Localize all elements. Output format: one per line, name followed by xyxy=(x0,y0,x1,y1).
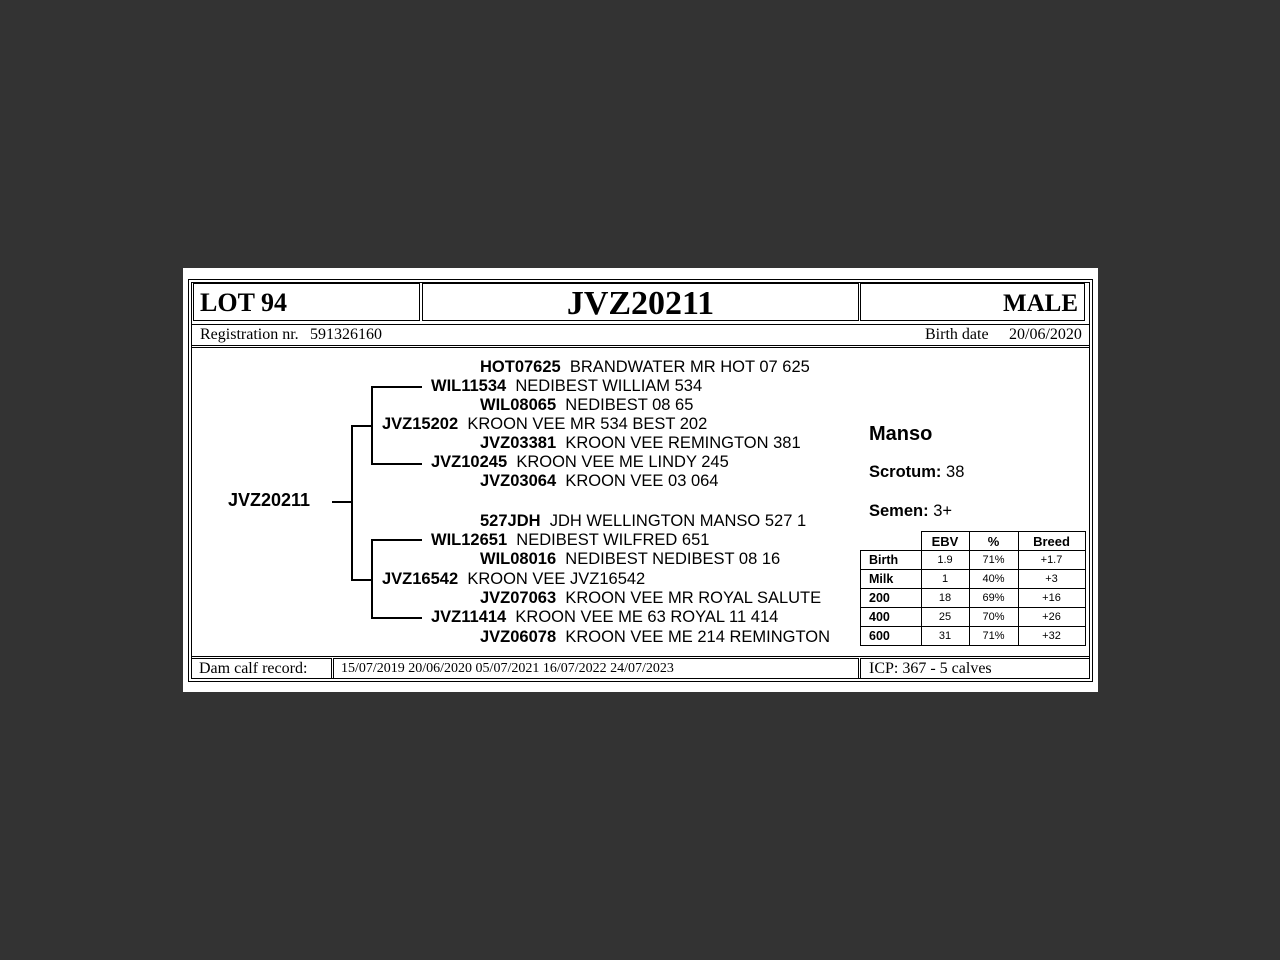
icp-value: ICP: 367 - 5 calves xyxy=(869,660,992,677)
sex-label: MALE xyxy=(1003,290,1078,317)
pedigree-subject: JVZ20211 xyxy=(228,490,311,510)
pedigree-entry xyxy=(431,531,709,550)
semen-value: 3+ xyxy=(933,502,953,520)
ebv-value: 25 xyxy=(921,608,969,627)
tree-line-dam-sire xyxy=(371,539,422,541)
scrotum-label: Scrotum: xyxy=(869,463,942,481)
tree-line-sire-vertical xyxy=(371,386,373,465)
pedigree-id: JVZ15202 xyxy=(382,415,459,433)
ebv-breed-average: +1.7 xyxy=(1018,551,1085,570)
pedigree-id: JVZ03064 xyxy=(480,472,557,490)
tree-line-sire-dam xyxy=(371,463,422,465)
registration-row xyxy=(191,324,1090,346)
pedigree-name: NEDIBEST WILLIAM 534 xyxy=(515,377,703,395)
ebv-header-breed: Breed xyxy=(1018,532,1085,551)
ebv-accuracy: 70% xyxy=(969,608,1018,627)
lot-box xyxy=(193,283,420,321)
animal-id: JVZ20211 xyxy=(566,285,715,322)
pedigree-name: NEDIBEST WILFRED 651 xyxy=(516,531,710,549)
pedigree-id: WIL08065 xyxy=(480,396,557,414)
ebv-header-pct: % xyxy=(969,532,1018,551)
tree-line-dam-vertical xyxy=(371,539,373,619)
pedigree-entry xyxy=(382,415,707,434)
ebv-breed-average: +3 xyxy=(1018,570,1085,589)
ebv-accuracy: 69% xyxy=(969,589,1018,608)
pedigree-entry xyxy=(382,570,645,589)
ebv-row xyxy=(861,589,1086,608)
ebv-trait: Milk xyxy=(861,570,922,589)
pedigree-name: KROON VEE MR 534 BEST 202 xyxy=(467,415,708,433)
pedigree-name: BRANDWATER MR HOT 07 625 xyxy=(569,358,810,376)
pedigree-name: JDH WELLINGTON MANSO 527 1 xyxy=(549,512,807,530)
pedigree-id: WIL08016 xyxy=(480,550,557,568)
ebv-value: 1 xyxy=(921,570,969,589)
pedigree-entry xyxy=(480,396,693,415)
ebv-value: 31 xyxy=(921,627,969,646)
tree-line-main-vertical xyxy=(351,425,353,581)
lot-card xyxy=(183,268,1098,692)
pedigree-entry xyxy=(480,472,719,491)
pedigree-id: JVZ16542 xyxy=(382,570,459,588)
pedigree-entry xyxy=(480,628,830,647)
tree-line-dam xyxy=(351,579,371,581)
ebv-value: 18 xyxy=(921,589,969,608)
ebv-trait: 400 xyxy=(861,608,922,627)
birth-date: 20/06/2020 xyxy=(1009,326,1082,343)
pedigree-id: JVZ03381 xyxy=(480,434,557,452)
lot-number: LOT 94 xyxy=(200,288,287,317)
pedigree-entry xyxy=(431,453,729,472)
ebv-header-blank xyxy=(861,532,922,551)
ebv-breed-average: +32 xyxy=(1018,627,1085,646)
pedigree-entry xyxy=(431,377,702,396)
tree-line-sire-sire xyxy=(371,386,422,388)
ebv-trait: 600 xyxy=(861,627,922,646)
ebv-row xyxy=(861,570,1086,589)
scrotum-info xyxy=(869,463,964,482)
ebv-trait: 200 xyxy=(861,589,922,608)
tree-line-subject xyxy=(332,501,352,503)
ebv-row xyxy=(861,608,1086,627)
ebv-accuracy: 71% xyxy=(969,551,1018,570)
dam-calf-dates: 15/07/2019 20/06/2020 05/07/2021 16/07/2022 24/07/2023 xyxy=(341,661,674,676)
pedigree-name: KROON VEE 03 064 xyxy=(565,472,719,490)
sex-box xyxy=(860,283,1085,321)
dam-calf-label-box xyxy=(191,658,332,679)
semen-label: Semen: xyxy=(869,502,929,520)
registration-label: Registration nr. xyxy=(200,326,299,343)
pedigree-name: KROON VEE JVZ16542 xyxy=(467,570,646,588)
pedigree-name: KROON VEE REMINGTON 381 xyxy=(565,434,801,452)
pedigree-id: WIL12651 xyxy=(431,531,508,549)
pedigree-id: JVZ06078 xyxy=(480,628,557,646)
pedigree-entry xyxy=(480,512,806,531)
registration-number: 591326160 xyxy=(310,326,382,343)
pedigree-id: HOT07625 xyxy=(480,358,561,376)
tree-line-dam-dam xyxy=(371,617,422,619)
dam-calf-dates-box xyxy=(333,658,859,679)
pedigree-entry xyxy=(480,550,780,569)
pedigree-name: KROON VEE MR ROYAL SALUTE xyxy=(565,589,822,607)
pedigree-id: 527JDH xyxy=(480,512,541,530)
pedigree-id: WIL11534 xyxy=(431,377,507,395)
semen-info xyxy=(869,502,952,521)
animal-id-box xyxy=(422,283,859,321)
scrotum-value: 38 xyxy=(946,463,965,481)
ebv-accuracy: 40% xyxy=(969,570,1018,589)
ebv-header-row xyxy=(861,532,1086,551)
dam-calf-label: Dam calf record: xyxy=(199,660,308,677)
ebv-table xyxy=(860,531,1086,646)
ebv-breed-average: +26 xyxy=(1018,608,1085,627)
pedigree-entry xyxy=(480,589,821,608)
tree-line-sire xyxy=(351,425,371,427)
ebv-row xyxy=(861,627,1086,646)
pedigree-name: KROON VEE ME 214 REMINGTON xyxy=(565,628,830,646)
pedigree-name: KROON VEE ME 63 ROYAL 11 414 xyxy=(515,608,779,626)
pedigree-id: JVZ07063 xyxy=(480,589,557,607)
pedigree-name: NEDIBEST 08 65 xyxy=(565,396,694,414)
ebv-accuracy: 71% xyxy=(969,627,1018,646)
birth-date-label: Birth date xyxy=(925,326,989,343)
pedigree-entry xyxy=(480,434,801,453)
sire-name: Manso xyxy=(869,423,933,445)
icp-box xyxy=(860,658,1090,679)
ebv-row xyxy=(861,551,1086,570)
pedigree-id: JVZ10245 xyxy=(431,453,508,471)
pedigree-name: NEDIBEST NEDIBEST 08 16 xyxy=(565,550,781,568)
ebv-trait: Birth xyxy=(861,551,922,570)
ebv-value: 1.9 xyxy=(921,551,969,570)
ebv-breed-average: +16 xyxy=(1018,589,1085,608)
pedigree-id: JVZ11414 xyxy=(431,608,507,626)
pedigree-entry xyxy=(431,608,778,627)
ebv-header-ebv: EBV xyxy=(921,532,969,551)
pedigree-entry xyxy=(480,358,810,377)
pedigree-name: KROON VEE ME LINDY 245 xyxy=(516,453,729,471)
